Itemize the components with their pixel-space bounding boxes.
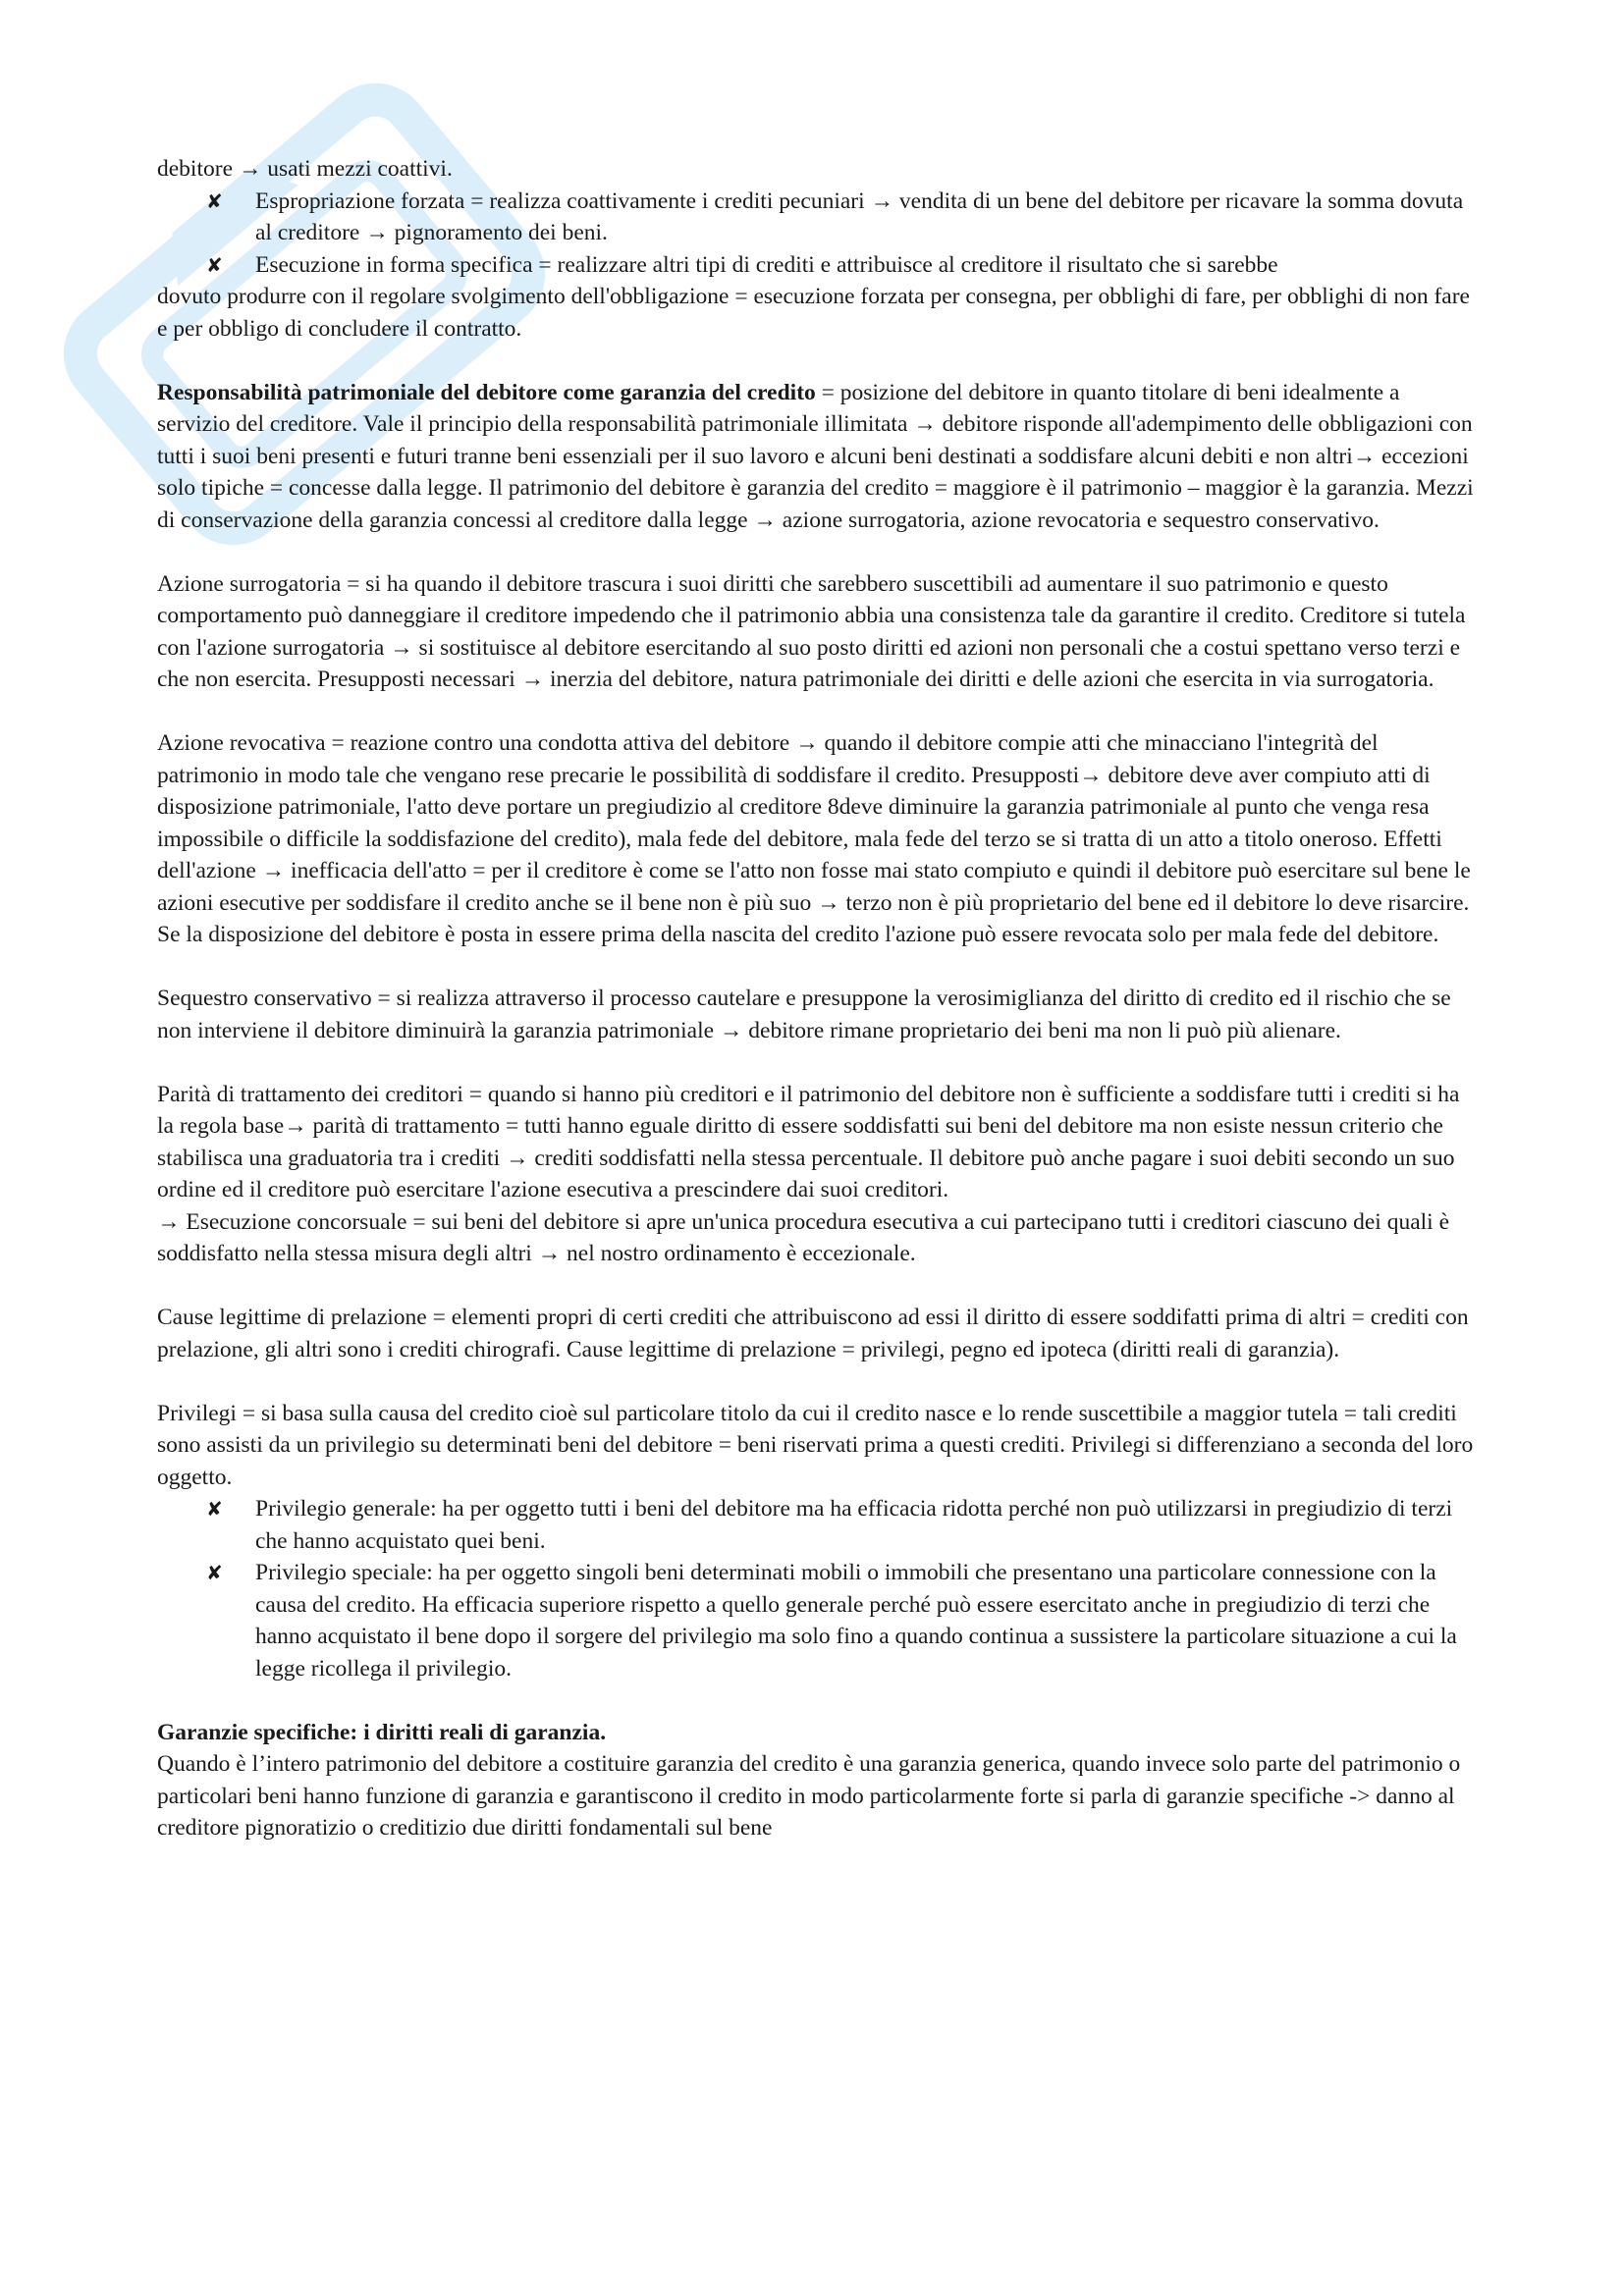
cross-bullet-icon: ✘ [206,1561,223,1584]
cross-bullet-icon: ✘ [206,252,223,277]
list-item: ✘ Espropriazione forzata = realizza coattivamente i crediti pecuniari → vendita di un bene del debitore per ricavare la somma dovuta al creditore → pignoramento dei beni. [157,186,1478,249]
cross-bullet-icon: ✘ [206,1497,223,1521]
section-heading: Responsabilità patrimoniale del debitore come garanzia del credito [157,379,816,405]
paragraph-garanzie: Quando è l’intero patrimonio del debitore a costituire garanzia del credito è una garanzia generica, quando invece solo parte del patrimonio o particolari beni hanno funzione di garanzia e garantiscono il credito in modo particolarmente forte si parla di garanzie specifiche -> danno al creditore pignoratizio o creditizio due diritti fondamentali sul bene [157,1751,1461,1841]
paragraph-responsabilita: Responsabilità patrimoniale del debitore come garanzia del credito = posizione del debitore in quanto titolare di beni idealmente a servizio del creditore. Vale il principio della responsabilità patrimoniale illimitata → debitore risponde all'adempimento delle obbligazioni con tutti i suoi beni presenti e futuri tranne beni essenziali per il suo lavoro e alcuni beni destinati a soddisfare alcuni debiti e non altri→ eccezioni solo tipiche = concesse dalla legge. Il patrimonio del debitore è garanzia del credito = maggiore è il patrimonio – maggior è la garanzia. Mezzi di conservazione della garanzia concessi al creditore dalla legge → azione surrogatoria, azione revocatoria e sequestro conservativo. [157,379,1474,533]
list-item: ✘ Privilegio speciale: ha per oggetto singoli beni determinati mobili o immobili che presentano una particolare connessione con la causa del credito. Ha efficacia superiore rispetto a quello generale perché può essere esercitato anche in pregiudizio di terzi che hanno acquistato il bene dopo il sorgere del privilegio ma solo fino a quando continua a sussistere la particolare situazione a cui la legge ricollega il privilegio. [157,1557,1478,1684]
intro-line: debitore → usati mezzi coattivi. [157,156,453,182]
execution-bullets [157,186,1478,282]
paragraph-cause-prelazione: Cause legittime di prelazione = elementi propri di certi crediti che attribuiscono ad essi il diritto di essere soddifatti prima di altri = crediti con prelazione, gli altri sono i crediti chirografi. Cause legittime di prelazione = privilegi, pegno ed ipoteca (diritti reali di garanzia). [157,1305,1469,1362]
privilegi-bullets [157,1493,1478,1684]
list-item: ✘ Privilegio generale: ha per oggetto tutti i beni del debitore ma ha efficacia ridotta perché non può utilizzarsi in pregiudizio di terzi che hanno acquistato quei beni. [157,1493,1478,1557]
bullet-continuation: dovuto produrre con il regolare svolgimento dell'obbligazione = esecuzione forzata per consegna, per obblighi di fare, per obblighi di non fare e per obbligo di concludere il contratto. [157,284,1470,342]
paragraph-privilegi: Privilegi = si basa sulla causa del credito cioè sul particolare titolo da cui il credito nasce e lo rende suscettibile a maggior tutela = tali crediti sono assisti da un privilegio su determinati beni del debitore = beni riservati prima a questi crediti. Privilegi si differenziano a seconda del loro oggetto. [157,1400,1474,1490]
section-heading-garanzie: Garanzie specifiche: i diritti reali di garanzia. [157,1719,607,1745]
paragraph-parita: Parità di trattamento dei creditori = quando si hanno più creditori e il patrimonio del debitore non è sufficiente a soddisfare tutti i crediti si ha la regola base→ parità di trattamento = tutti hanno eguale diritto di essere soddisfatti sui beni del debitore ma non esiste nessun criterio che stabilisca una graduatoria tra i crediti → crediti soddisfatti nella stessa percentuale. Il debitore può anche pagare i suoi debiti secondo un suo ordine ed il creditore può esercitare l'azione esecutiva a prescindere dai suoi creditori. [157,1081,1460,1202]
list-item: ✘ Esecuzione in forma specifica = realizzare altri tipi di crediti e attribuisce al creditore il risultato che si sarebbe [157,249,1478,282]
paragraph-revocativa-note: Se la disposizione del debitore è posta in essere prima della nascita del credito l'azione può essere revocata solo per mala fede del debitore. [157,922,1439,947]
cross-bullet-icon: ✘ [206,188,223,213]
paragraph-esecuzione-concorsuale: → Esecuzione concorsuale = sui beni del debitore si apre un'unica procedura esecutiva a cui partecipano tutti i creditori ciascuno dei quali è soddisfatto nella stessa misura degli altri → nel nostro ordinamento è eccezionale. [157,1208,1449,1266]
paragraph-sequestro: Sequestro conservativo = si realizza attraverso il processo cautelare e presuppone la verosimiglianza del diritto di credito ed il rischio che se non interviene il debitore diminuirà la garanzia patrimoniale → debitore rimane proprietario dei beni ma non li può più alienare. [157,986,1451,1043]
paragraph-revocativa: Azione revocativa = reazione contro una condotta attiva del debitore → quando il debitore compie atti che minacciano l'integrità del patrimonio in modo tale che vengano rese precarie le possibilità di soddisfare il credito. Presupposti→ debitore deve aver compiuto atti di disposizione patrimoniale, l'atto deve portare un pregiudizio al creditore 8deve diminuire la garanzia patrimoniale al punto che venga resa impossibile o difficile la soddisfazione del credito), mala fede del debitore, mala fede del terzo se si tratta di un atto a titolo oneroso. Effetti dell'azione → inefficacia dell'atto = per il creditore è come se l'atto non fosse mai stato compiuto e quindi il debitore può esercitare sul bene le azioni esecutive per soddisfare il credito anche se il bene non è più suo → terzo non è più proprietario del bene ed il debitore lo deve risarcire. [157,730,1471,916]
paragraph-surrogatoria: Azione surrogatoria = si ha quando il debitore trascura i suoi diritti che sarebbero suscettibili ad aumentare il suo patrimonio e questo comportamento può danneggiare il creditore impedendo che il patrimonio abbia una consistenza tale da garantire il credito. Creditore si tutela con l'azione surrogatoria → si sostituisce al debitore esercitando al suo posto diritti ed azioni non personali che a costui spettano verso terzi e che non esercita. Presupposti necessari → inerzia del debitore, natura patrimoniale dei diritti e delle azioni che esercita in via surrogatoria. [157,570,1466,692]
document-body [157,153,1478,1844]
